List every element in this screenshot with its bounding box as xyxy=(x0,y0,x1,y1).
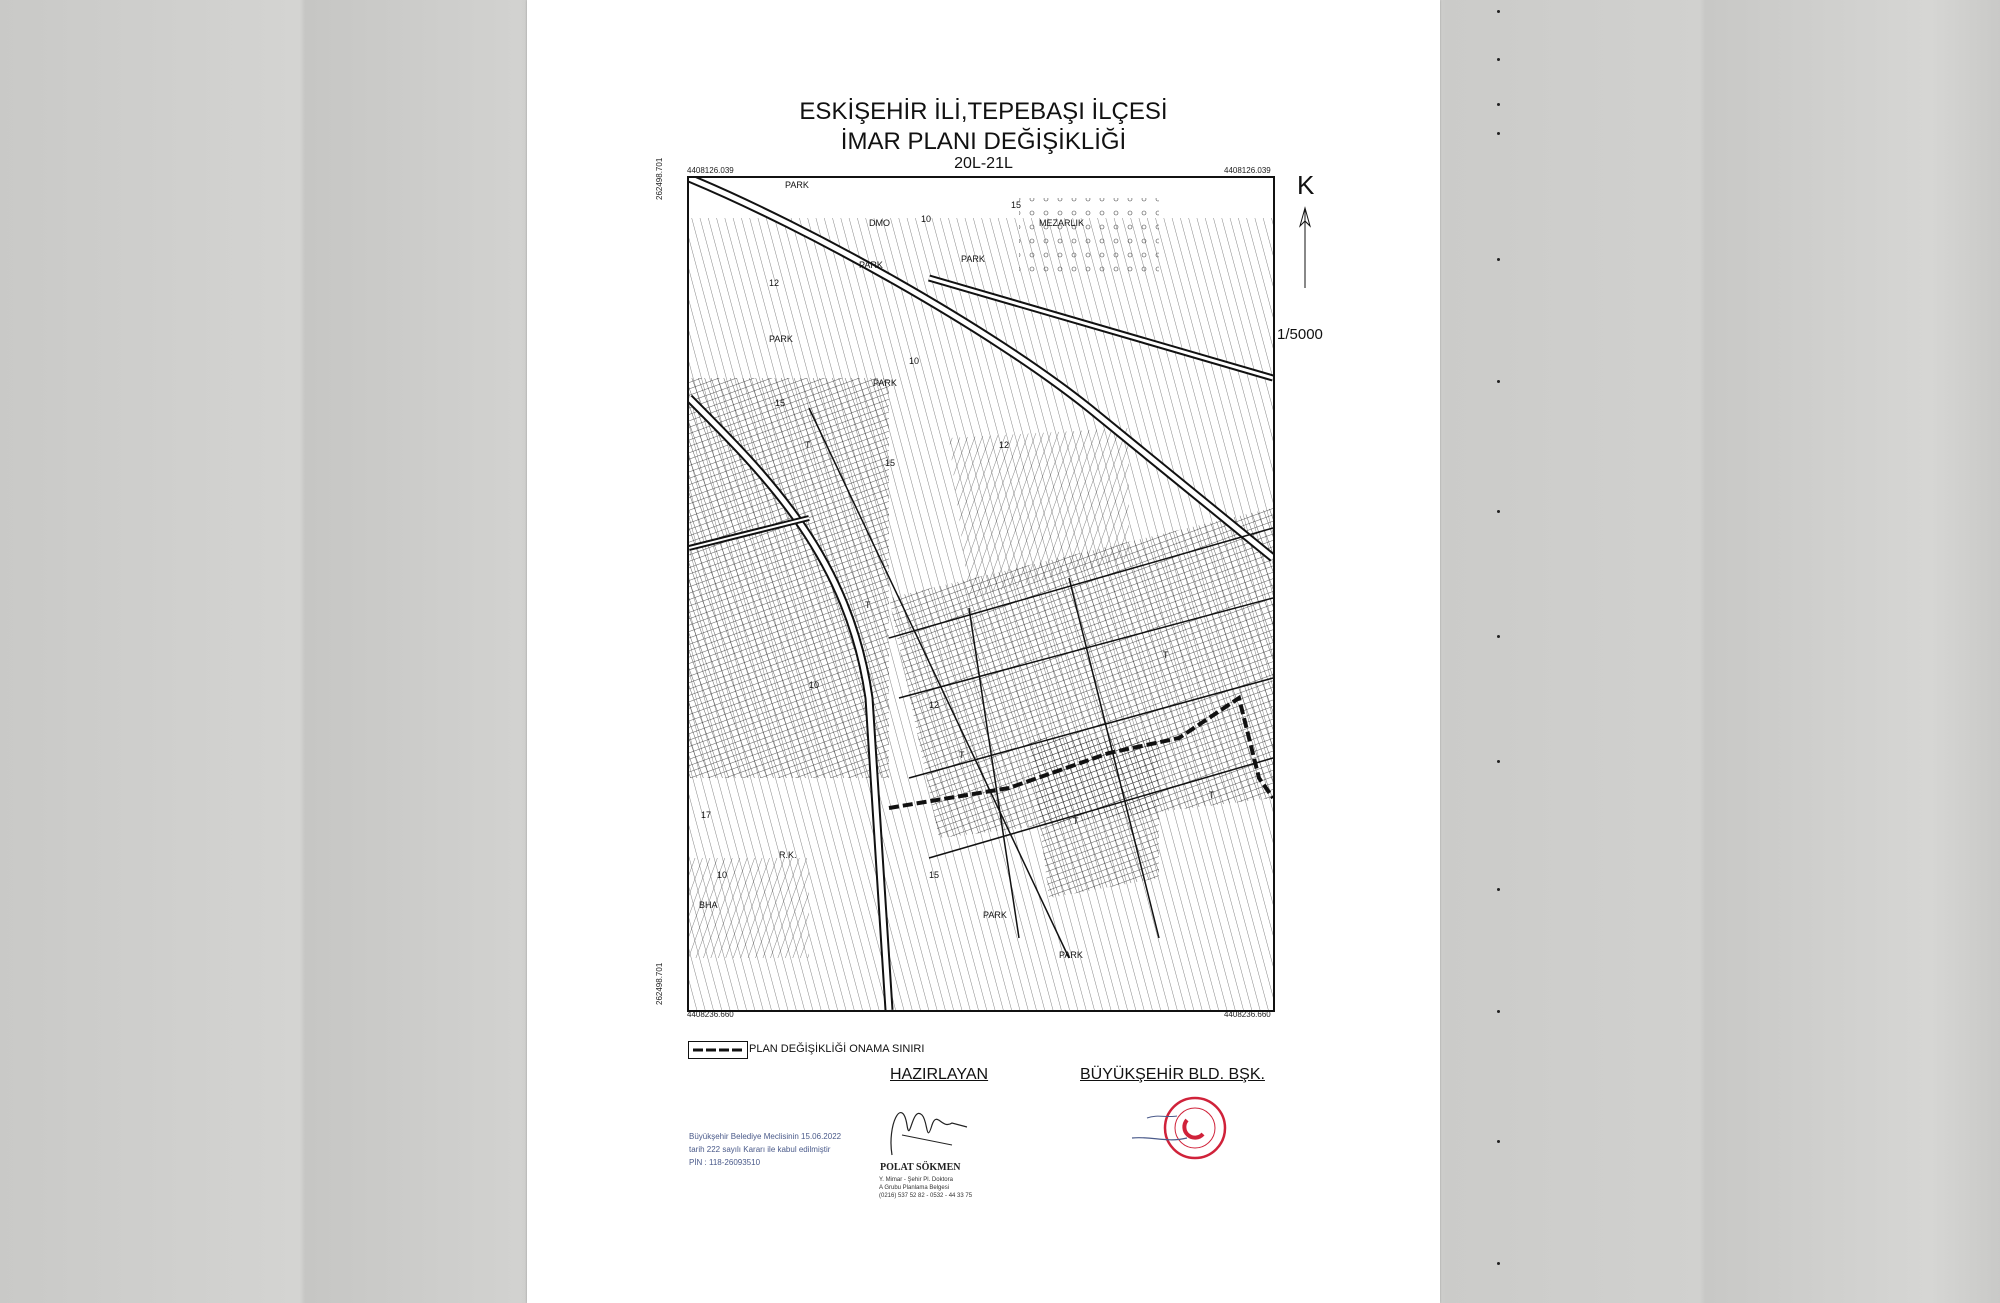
map-number-12b: 12 xyxy=(999,440,1010,450)
map-block-t6: T xyxy=(1209,790,1215,800)
legend-boundary-swatch xyxy=(688,1041,748,1059)
map-number-15a: 15 xyxy=(1011,200,1022,210)
map-label-mezarlik: MEZARLIK xyxy=(1039,218,1085,228)
official-seal-icon xyxy=(1127,1088,1237,1168)
map-block-t3: T xyxy=(959,750,965,760)
map-label-park-1: PARK xyxy=(859,260,883,270)
map-block-t1: T xyxy=(805,440,811,450)
map-label-dmo: DMO xyxy=(869,218,890,228)
plan-sheet xyxy=(527,0,1440,1303)
map-label-park-top: PARK xyxy=(785,180,809,190)
signer-title-1: Y. Mimar - Şehir Pl. Doktora xyxy=(879,1177,953,1183)
coord-bottom-left: 4408236.660 xyxy=(687,1010,734,1019)
map-label-rk: R.K. xyxy=(779,850,797,860)
sheet-code: 20L-21L xyxy=(954,155,1013,172)
coord-top-left: 4408126.039 xyxy=(687,166,734,175)
map-label-park-2: PARK xyxy=(961,254,985,264)
municipality-header: BÜYÜKŞEHİR BLD. BŞK. xyxy=(1080,1066,1265,1083)
prepared-by-header: HAZIRLAYAN xyxy=(890,1066,989,1083)
title-province: ESKİŞEHİR İLİ,TEPEBAŞI İLÇESİ xyxy=(799,98,1168,125)
coord-left-top: 262498.701 xyxy=(655,157,664,200)
approval-note-line3: PİN : 118-26093510 xyxy=(689,1158,761,1167)
coord-left-bottom: 262498.701 xyxy=(655,962,664,1005)
map-number-12a: 12 xyxy=(769,278,780,288)
legend-label: PLAN DEĞİŞİKLİĞİ ONAMA SINIRI xyxy=(749,1043,925,1055)
map-number-10c: 10 xyxy=(809,680,820,690)
signer-phone: (0216) 537 52 82 - 0532 - 44 33 75 xyxy=(879,1193,973,1199)
signature-icon xyxy=(882,1085,972,1165)
map-number-10d: 10 xyxy=(717,870,728,880)
map-number-12c: 12 xyxy=(929,700,940,710)
map-number-10b: 10 xyxy=(909,356,920,366)
coord-bottom-right: 4408236.660 xyxy=(1224,1010,1271,1019)
title-plan-change: İMAR PLANI DEĞİŞİKLİĞİ xyxy=(840,128,1127,155)
north-arrow-icon xyxy=(1297,206,1313,290)
map-label-park-5: PARK xyxy=(983,910,1007,920)
north-label: K xyxy=(1297,170,1315,200)
map-number-15b: 15 xyxy=(775,398,786,408)
map-block-t2: T xyxy=(865,600,871,610)
map-label-bha: BHA xyxy=(699,900,718,910)
approval-note xyxy=(689,1130,841,1169)
map-number-17: 17 xyxy=(701,810,712,820)
map-label-park-6: PARK xyxy=(1059,950,1083,960)
map-number-10a: 10 xyxy=(921,214,932,224)
zoning-map xyxy=(687,176,1275,1012)
scale-label: 1/5000 xyxy=(1277,326,1323,343)
approval-note-line1: Büyükşehir Belediye Meclisinin 15.06.2022 xyxy=(689,1132,842,1141)
signer-details xyxy=(879,1176,972,1200)
zoning-map-drawing xyxy=(689,178,1273,1010)
approval-note-line2: tarih 222 sayılı Kararı ile kabul edilmiştir xyxy=(689,1145,831,1154)
coord-top-right: 4408126.039 xyxy=(1224,166,1271,175)
map-label-park-4: PARK xyxy=(873,378,897,388)
map-number-15d: 15 xyxy=(929,870,940,880)
signer-title-2: A Grubu Planlama Belgesi xyxy=(879,1185,950,1191)
map-number-15c: 15 xyxy=(885,458,896,468)
map-block-t4: T xyxy=(1163,650,1169,660)
map-label-park-3: PARK xyxy=(769,334,793,344)
signer-name: POLAT SÖKMEN xyxy=(880,1162,961,1173)
map-block-t5: T xyxy=(1073,816,1079,826)
